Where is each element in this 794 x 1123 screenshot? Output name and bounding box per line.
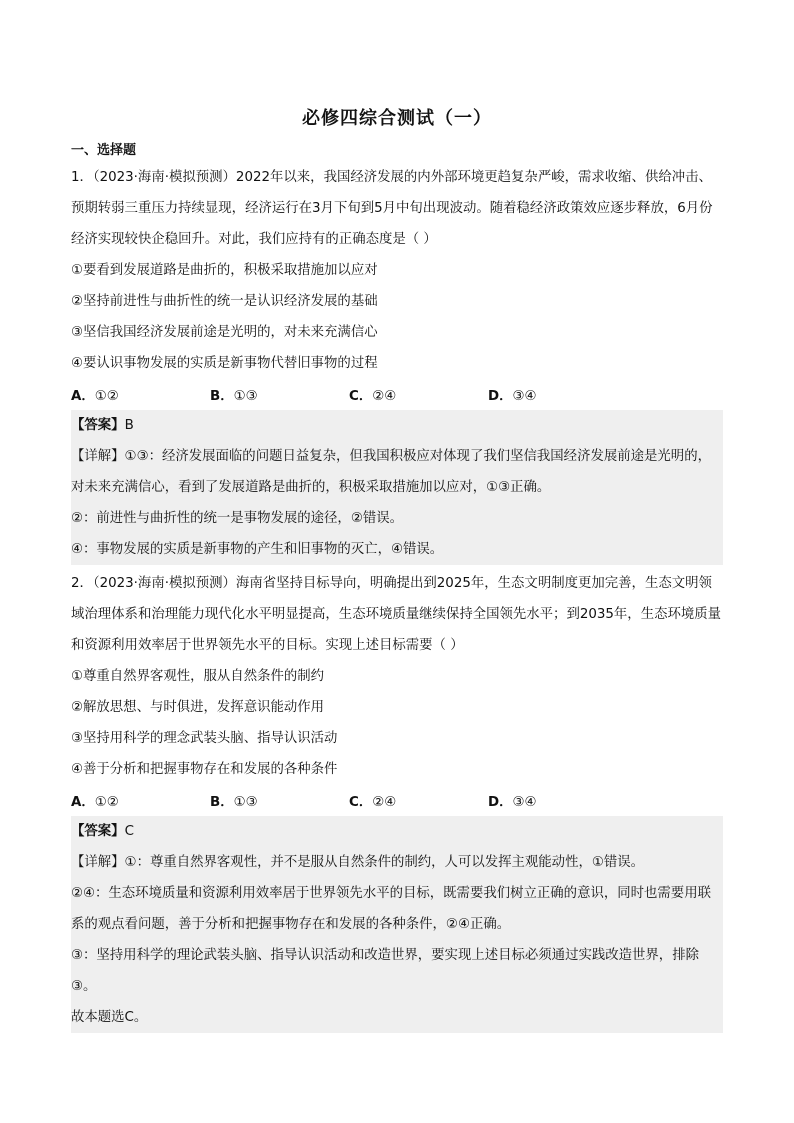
- section-heading: 一、选择题: [71, 143, 137, 158]
- detail-paragraph: 【详解】①：尊重自然界客观性，并不是服从自然条件的制约，人可以发挥主观能动性，①错误。: [71, 855, 645, 870]
- statement-item: ④善于分析和把握事物存在和发展的各种条件: [71, 762, 338, 777]
- option-b: B．①③: [210, 795, 258, 810]
- statement-item: ④要认识事物发展的实质是新事物代替旧事物的过程: [71, 356, 378, 371]
- statement-item: ①要看到发展道路是曲折的，积极采取措施加以应对: [71, 263, 378, 278]
- question-2: [71, 568, 723, 1033]
- detail-paragraph: ②④：生态环境质量和资源利用效率居于世界领先水平的目标，既需要我们树立正确的意识，同时也需要用联系的观点看问题，善于分析和把握事物存在和发展的各种条件，②④正确。: [71, 886, 711, 932]
- option-a: A．①②: [71, 795, 119, 810]
- option-c: C．②④: [349, 389, 397, 404]
- answer-block: [71, 816, 723, 1033]
- statement-item: ②解放思想、与时俱进，发挥意识能动作用: [71, 700, 325, 715]
- answer-options: [71, 785, 723, 816]
- answer-line: 【答案】B: [71, 418, 134, 433]
- question-1: [71, 162, 723, 565]
- statement-item: ①尊重自然界客观性，服从自然条件的制约: [71, 669, 325, 684]
- detail-paragraph: 【详解】①③：经济发展面临的问题日益复杂，但我国积极应对体现了我们坚信我国经济发展前途是光明的，对未来充满信心，看到了发展道路是曲折的，积极采取措施加以应对，①③正确。: [71, 449, 711, 495]
- answer-options: [71, 379, 723, 410]
- option-d: D．③④: [488, 389, 537, 404]
- answer-line: 【答案】C: [71, 824, 134, 839]
- option-a: A．①②: [71, 389, 119, 404]
- statement-item: ②坚持前进性与曲折性的统一是认识经济发展的基础: [71, 294, 378, 309]
- detail-paragraph: ②：前进性与曲折性的统一是事物发展的途径，②错误。: [71, 511, 403, 526]
- detail-paragraph: 故本题选C。: [71, 1010, 148, 1025]
- statement-item: ③坚持用科学的理念武装头脑、指导认识活动: [71, 731, 338, 746]
- statement-item: ③坚信我国经济发展前途是光明的，对未来充满信心: [71, 325, 378, 340]
- page-title: 必修四综合测试（一）: [302, 108, 492, 129]
- option-d: D．③④: [488, 795, 537, 810]
- option-b: B．①③: [210, 389, 258, 404]
- answer-block: [71, 410, 723, 565]
- question-stem: 2．（2023·海南·模拟预测）海南省坚持目标导向，明确提出到2025年，生态文明制度更加完善，生态文明领域治理体系和治理能力现代化水平明显提高，生态环境质量继续保持全国领先水平；到2035年，生态环境质量和资源利用效率居于世界领先水平的目标。实现上述目标需要（ ）: [71, 576, 722, 653]
- option-c: C．②④: [349, 795, 397, 810]
- question-stem: 1．（2023·海南·模拟预测）2022年以来，我国经济发展的内外部环境更趋复杂严峻，需求收缩、供给冲击、预期转弱三重压力持续显现，经济运行在3月下旬到5月中旬出现波动。随着稳经济政策效应逐步释放，6月份经济实现较快企稳回升。对此，我们应持有的正确态度是（ ）: [71, 170, 713, 247]
- detail-paragraph: ③：坚持用科学的理论武装头脑、指导认识活动和改造世界，要实现上述目标必须通过实践改造世界，排除③。: [71, 948, 699, 994]
- detail-paragraph: ④：事物发展的实质是新事物的产生和旧事物的灭亡，④错误。: [71, 542, 444, 557]
